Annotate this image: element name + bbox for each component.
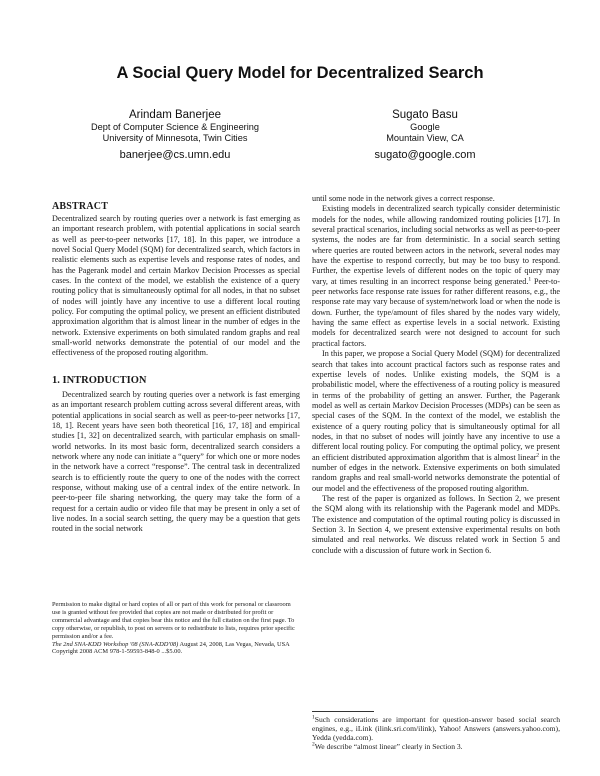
paragraph-text: Peer-to-peer networks face response rate issues for rather different reasons, e.g., the response rate may vary because of system/network load or when the node is down. Further, the type/amount of files shared by the nodes vary widely, having the same effect as expertise levels in a social network. Existing models for decentralized search were not designed to account for such practical factors. — [312, 276, 560, 348]
author-email: banerjee@cs.umn.edu — [119, 149, 231, 161]
abstract-text: Decentralized search by routing queries over a network is fast emerging as an important research problem, with potential applications in social search as well as peer-to-peer networks [17, 18]. In this paper, we introduce a novel Social Query Model (SQM) for decentralized search, which factors in realistic elements such as expertise levels and response rates of nodes, and has the Pagerank model and certain Markov Decision Processes as special cases. In the context of the model, we establish the existence of a query routing policy that is simultaneously optimal for all nodes, in that no subset of nodes will jointly have any incentive to use a different local routing policy. For computing the optimal policy, we present an efficient distributed approximation algorithm that is almost linear in the number of edges in the network. Extensive experiments on both simulated random graphs and real small-world networks demonstrate the potential of our model and the effectiveness of the proposed routing algorithm. — [52, 214, 300, 358]
author-name: Sugato Basu — [392, 109, 458, 121]
author-email: sugato@google.com — [374, 149, 476, 161]
author-affiliation: Mountain View, CA — [386, 133, 464, 143]
section-heading-introduction: 1. INTRODUCTION — [52, 374, 147, 386]
author-affiliation: Google — [410, 122, 440, 132]
paragraph: Decentralized search by routing queries over a network is fast emerging as an important research problem cutting across several different areas, with potential applications in social search as well as peer-to-peer networks [17, 18, 1]. Recent years have seen both theoretical [16, 17, 18] and empirical studies [1, 32] on decentralized search, with particular emphasis on small-world networks. In its most basic form, decentralized search considers a network where any node can initiate a “query” for which one or more nodes in the network have a correct “response”. The central task in decentralized search is to efficiently route the query to one of the nodes with the correct response, without making use of a central index of the entire network. In peer-to-peer file sharing networking, the query may take the form of a request for a certain audio or video file that may be present in only a set of live nodes. In a social search setting, the query may be a question that gets routed in the social network — [52, 389, 300, 534]
author-affiliation: University of Minnesota, Twin Cities — [102, 133, 248, 143]
permission-notice — [52, 601, 300, 656]
paragraph — [312, 349, 560, 494]
footnote-mark: 2 — [536, 451, 540, 458]
footnote-mark: 1 — [312, 714, 315, 721]
abstract-heading: ABSTRACT — [52, 201, 109, 212]
footnote-mark: 2 — [312, 741, 315, 748]
paragraph: The rest of the paper is organized as follows. In Section 2, we present the SQM along with its relationship with the Pagerank model and MDPs. The existence and computation of the optimal routing policy is discussed in Section 3. In Section 4, we present extensive experimental results on both simulated and real networks. We discuss related work in Section 5 and conclude with a discussion of future work in Section 6. — [312, 493, 560, 555]
footnote-text: We describe “almost linear” clearly in Section 3. — [314, 742, 463, 751]
paragraph: until some node in the network gives a correct response. — [312, 194, 495, 203]
paragraph-text: Existing models in decentralized search typically consider deterministic models for the nodes, while allowing randomized routing policies [17]. In several practical scenarios, including social networks as well as peer-to-peer systems, the nodes are far from deterministic. In a social search setting where queries are routed between actors in the network, several nodes may have the expertise to respond correctly, but may be too busy to respond. Further, the expertise levels of different nodes on the topic of query may vary, at times resulting in an incorrect response being generated. — [312, 204, 560, 286]
copyright-line: Copyright 2008 ACM 978-1-59593-848-0 ...$5.00. — [52, 648, 183, 656]
author-name: Arindam Banerjee — [128, 109, 222, 121]
paragraph-text: in the number of edges in the network. Extensive experiments on both simulated random graphs and real small-world networks demonstrate the potential of our model and the effectiveness of the proposed routing algorithm. — [312, 452, 560, 493]
venue-name: The 2nd SNA-KDD Workshop '08 (SNA-KDD'08) — [52, 640, 179, 648]
paragraph-text: In this paper, we propose a Social Query Model (SQM) for decentralized search that takes into account practical factors such as response rates and expertise levels of nodes. Unlike existing models, the SQM is a probabilistic model, where the effectiveness of a routing policy is measured in terms of the probability of getting an answer. Further, the Pagerank model as well as certain Markov Decision Processes (MDPs) can be seen as special cases of the SQM. In the context of the model, we establish the existence of a query routing policy that is simultaneously optimal for all nodes, in that no subset of nodes will jointly have any incentive to use a different local routing policy. For computing the optimal policy, we present an efficient distributed approximation algorithm that is almost linear — [312, 349, 560, 462]
left-column — [52, 201, 300, 535]
footnote — [312, 715, 560, 742]
footnotes — [312, 715, 560, 751]
footnote-mark: 1 — [528, 276, 532, 283]
footnote-rule — [312, 711, 374, 712]
permission-text: Permission to make digital or hard copies of all or part of this work for personal or classroom use is granted without fee provided that copies are not made or distributed for profit or commercial advantage and that copies bear this notice and the full citation on the first page. To copy otherwise, or republish, to post on servers or to redistribute to lists, requires prior specific permission and/or a fee. — [52, 601, 295, 640]
paragraph — [312, 204, 560, 349]
footnote-text: Such considerations are important for question-answer based social search engines, e.g., iLink (ilink.sri.com/ilink), Yahoo! Answers (answers.yahoo.com), Yedda (yedda.com). — [312, 715, 560, 742]
venue-details: August 24, 2008, Las Vegas, Nevada, USA — [178, 640, 290, 648]
venue-line — [52, 641, 300, 649]
author-affiliation: Dept of Computer Science & Engineering — [90, 122, 260, 132]
author-block — [310, 108, 540, 162]
footnote — [312, 742, 560, 751]
author-block — [60, 108, 290, 162]
right-column — [312, 194, 560, 556]
paper-title: A Social Query Model for Decentralized Search — [116, 64, 484, 82]
